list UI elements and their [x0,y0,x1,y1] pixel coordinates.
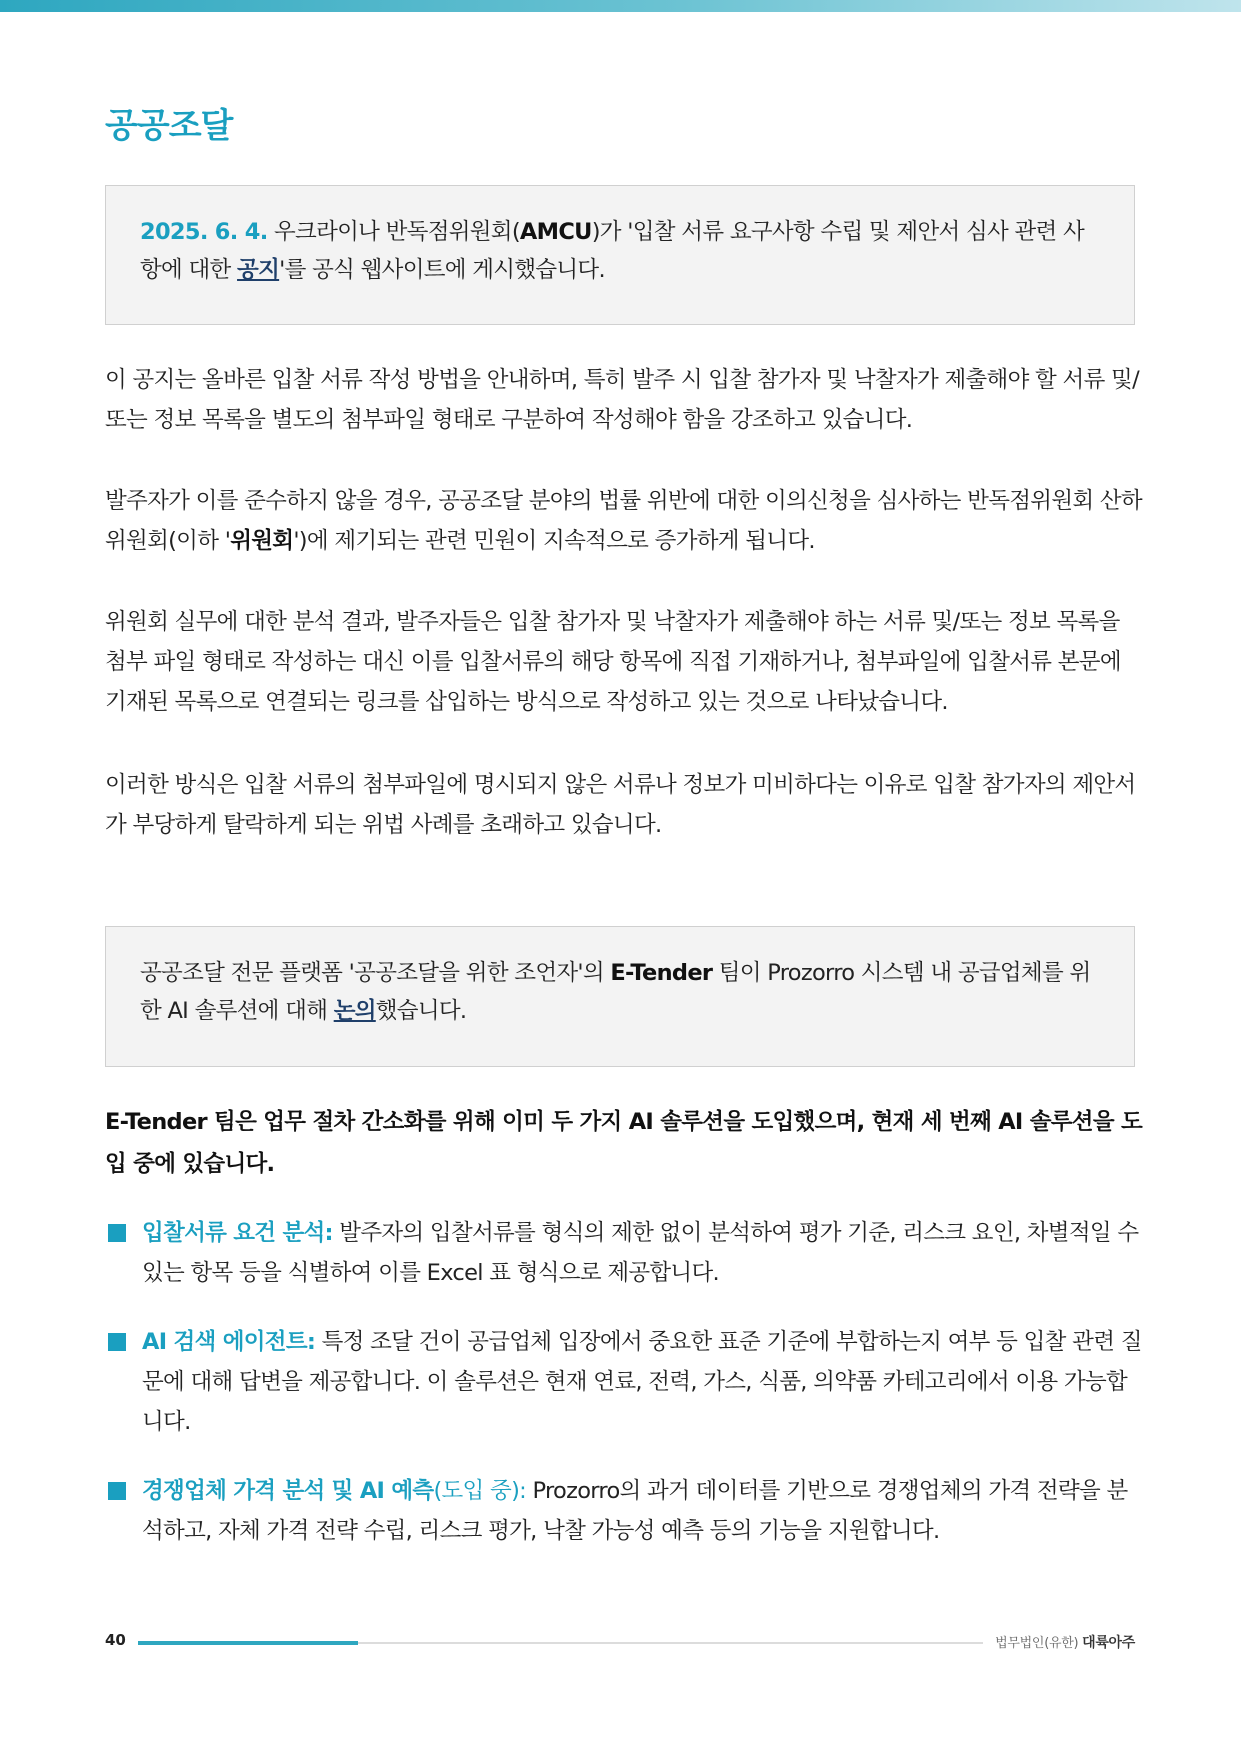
paragraph-text: ')에 제기되는 관련 민원이 지속적으로 증가하게 됩니다. [293,528,815,554]
bullet-item [105,1471,1145,1551]
bullet-term: 경쟁업체 가격 분석 및 AI 예측 [142,1478,434,1504]
notice-text: 공공조달 전문 플랫폼 '공공조달을 위한 조언자'의 [140,960,611,986]
notice-box-amcu [105,185,1135,325]
bullet-item [105,1213,1145,1293]
notice-text: 팀이 Prozorro 시스템 내 공급업체를 위한 AI 솔루션에 대해 [140,960,1091,1024]
page-number: 40 [105,1631,126,1649]
notice-box-etender [105,926,1135,1067]
notice-text: '를 공식 웹사이트에 게시했습니다. [279,257,605,283]
firm-prefix: 법무법인(유한) [995,1636,1079,1651]
firm-name-strong: 대륙아주 [1082,1635,1135,1651]
paragraph: 위원회 실무에 대한 분석 결과, 발주자들은 입찰 참가자 및 낙찰자가 제출해야 하는 서류 및/또는 정보 목록을 첨부 파일 형태로 작성하는 대신 이를 입찰서류의 해당 항목에 직접 기재하거나, 첨부파일에 입찰서류 본문에 기재된 목록으로 연결되는 링크를 삽입하는 방식으로 작성하고 있는 것으로 나타났습니다. [105,609,1121,715]
footer-progress-fill [138,1641,358,1645]
page-title: 공공조달 [105,106,233,146]
footer-progress-line [138,1642,983,1644]
bullet-term-note: (도입 중): [433,1478,527,1504]
discussion-link[interactable]: 논의 [333,998,376,1024]
notice-text: 했습니다. [375,998,467,1024]
bullet-body [142,1471,1145,1551]
paragraph [105,481,1145,561]
lead-statement: E-Tender 팀은 업무 절차 간소화를 위해 이미 두 가지 AI 솔루션을 도입했으며, 현재 세 번째 AI 솔루션을 도입 중에 있습니다. [105,1109,1143,1177]
bullet-body [142,1322,1145,1442]
notice-text: 우크라이나 반독점위원회( [267,219,520,245]
paragraph: 이러한 방식은 입찰 서류의 첨부파일에 명시되지 않은 서류나 정보가 미비하다는 이유로 입찰 참가자의 제안서가 부당하게 탈락하게 되는 위법 사례를 초래하고 있습니다. [105,772,1136,838]
team-name: E-Tender [610,960,713,986]
bullet-text: Prozorro의 과거 데이터를 기반으로 경쟁업체의 가격 전략을 분석하고, 자체 가격 전략 수립, 리스크 평가, 낙찰 가능성 예측 등의 기능을 지원합니다. [142,1478,1128,1544]
bullet-term: 입찰서류 요건 분석: [142,1220,333,1246]
notice-text: )가 '입찰 서류 요구사항 수립 및 제안서 심사 관련 사항에 대한 [140,219,1085,283]
committee-term: 위원회 [230,528,294,554]
bullet-item [105,1322,1145,1442]
firm-name [995,1632,1135,1652]
paragraph-text: 발주자가 이를 준수하지 않을 경우, 공공조달 분야의 법률 위반에 대한 이의신청을 심사하는 반독점위원회 산하 위원회(이하 ' [105,488,1142,554]
bullet-square-icon [108,1224,126,1242]
paragraph: 이 공지는 올바른 입찰 서류 작성 방법을 안내하며, 특히 발주 시 입찰 참가자 및 낙찰자가 제출해야 할 서류 및/또는 정보 목록을 별도의 첨부파일 형태로 구분하여 작성해야 함을 강조하고 있습니다. [105,367,1139,433]
bullet-term: AI 검색 에이전트: [142,1329,316,1355]
bullet-body [142,1213,1145,1293]
header-accent-bar [0,0,1241,12]
bullet-text: 특정 조달 건이 공급업체 입장에서 중요한 표준 기준에 부합하는지 여부 등 입찰 관련 질문에 대해 답변을 제공합니다. 이 솔루션은 현재 연료, 전력, 가스, 식품, 의약품 카테고리에서 이용 가능합니다. [142,1329,1142,1435]
bullet-text: 발주자의 입찰서류를 형식의 제한 없이 분석하여 평가 기준, 리스크 요인, 차별적일 수 있는 항목 등을 식별하여 이를 Excel 표 형식으로 제공합니다. [142,1220,1139,1286]
org-name: AMCU [519,219,592,245]
bullet-square-icon [108,1482,126,1500]
bullet-square-icon [108,1333,126,1351]
notice-date: 2025. 6. 4. [140,219,268,245]
notice-link[interactable]: 공지 [237,257,280,283]
